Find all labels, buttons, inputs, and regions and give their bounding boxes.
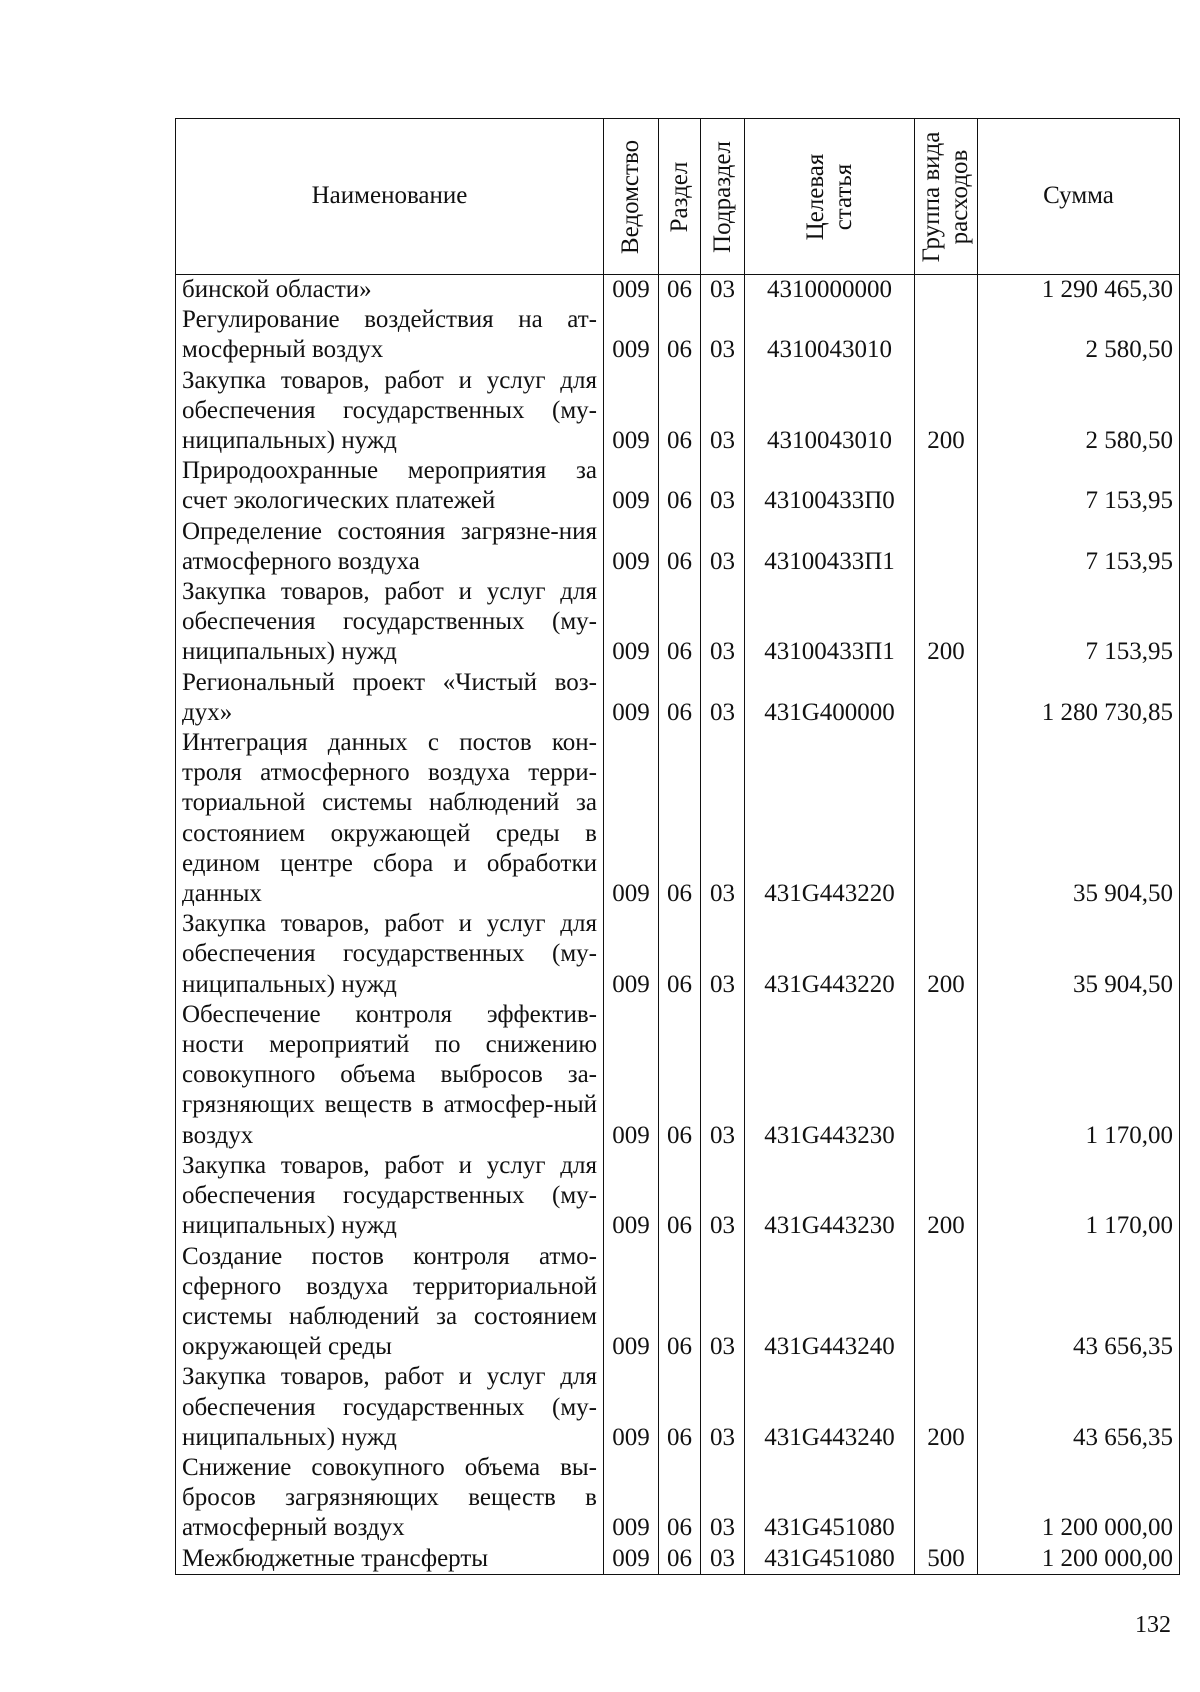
cell-section: 06: [659, 456, 701, 516]
cell-dept: 009: [604, 305, 659, 365]
header-subsection: Подраздел: [701, 119, 745, 275]
cell-target: 4310043010: [745, 305, 915, 365]
table-row: [176, 1453, 1180, 1544]
cell-subsection: 03: [701, 366, 745, 457]
table-row: [176, 1151, 1180, 1242]
cell-name: бинской области»: [176, 275, 604, 306]
cell-group: [915, 456, 978, 516]
cell-dept: 009: [604, 275, 659, 306]
header-sum: Сумма: [978, 119, 1180, 275]
cell-section: 06: [659, 1000, 701, 1151]
table-row: [176, 1362, 1180, 1453]
cell-target: 431G443240: [745, 1362, 915, 1453]
cell-dept: 009: [604, 366, 659, 457]
cell-sum: 1 170,00: [978, 1151, 1180, 1242]
cell-dept: 009: [604, 909, 659, 1000]
cell-sum: 43 656,35: [978, 1242, 1180, 1363]
cell-name: Регулирование воздействия на ат-мосферный воздух: [176, 305, 604, 365]
cell-subsection: 03: [701, 668, 745, 728]
cell-sum: 35 904,50: [978, 728, 1180, 909]
cell-sum: 7 153,95: [978, 577, 1180, 668]
cell-sum: 35 904,50: [978, 909, 1180, 1000]
cell-target: 431G443220: [745, 728, 915, 909]
cell-name: Закупка товаров, работ и услуг для обеспечения государственных (му-ниципальных) нужд: [176, 909, 604, 1000]
header-group: [915, 119, 978, 275]
table-row: [176, 456, 1180, 516]
cell-subsection: 03: [701, 305, 745, 365]
cell-name: Обеспечение контроля эффектив-ности мероприятий по снижению совокупного объема выбросов за-грязняющих веществ в атмосфер-ный воздух: [176, 1000, 604, 1151]
cell-target: 43100433П1: [745, 577, 915, 668]
cell-target: 43100433П0: [745, 456, 915, 516]
cell-section: 06: [659, 366, 701, 457]
header-target-l1: Целевая: [801, 153, 829, 240]
cell-section: 06: [659, 1453, 701, 1544]
cell-sum: 43 656,35: [978, 1362, 1180, 1453]
cell-dept: 009: [604, 1453, 659, 1544]
cell-section: 06: [659, 1242, 701, 1363]
header-group-l1: Группа вида: [918, 131, 945, 262]
cell-group: [915, 275, 978, 306]
cell-target: 431G443230: [745, 1000, 915, 1151]
cell-target: 431G451080: [745, 1544, 915, 1575]
table-row: [176, 1000, 1180, 1151]
cell-dept: 009: [604, 577, 659, 668]
cell-name: Интеграция данных с постов кон-троля атмосферного воздуха терри-ториальной системы наблюдений за состоянием окружающей среды в едином центре сбора и обработки данных: [176, 728, 604, 909]
cell-subsection: 03: [701, 1453, 745, 1544]
cell-group: 200: [915, 1151, 978, 1242]
cell-section: 06: [659, 909, 701, 1000]
cell-section: 06: [659, 305, 701, 365]
cell-dept: 009: [604, 1000, 659, 1151]
cell-subsection: 03: [701, 1544, 745, 1575]
budget-table-page: [175, 118, 1179, 1575]
cell-name: Создание постов контроля атмо-сферного воздуха территориальной системы наблюдений за состоянием окружающей среды: [176, 1242, 604, 1363]
header-dept: Ведомство: [604, 119, 659, 275]
header-target: [745, 119, 915, 275]
table-row: [176, 577, 1180, 668]
header-group-l2: расходов: [946, 149, 973, 244]
cell-sum: 1 200 000,00: [978, 1544, 1180, 1575]
cell-group: [915, 1000, 978, 1151]
table-row: [176, 728, 1180, 909]
table-header-row: [176, 119, 1180, 275]
cell-subsection: 03: [701, 275, 745, 306]
cell-section: 06: [659, 517, 701, 577]
cell-sum: 7 153,95: [978, 517, 1180, 577]
cell-sum: 1 290 465,30: [978, 275, 1180, 306]
cell-target: 431G443240: [745, 1242, 915, 1363]
table-row: [176, 668, 1180, 728]
cell-group: 200: [915, 366, 978, 457]
cell-group: 200: [915, 577, 978, 668]
cell-target: 431G443220: [745, 909, 915, 1000]
cell-target: 4310000000: [745, 275, 915, 306]
table-body: [176, 275, 1180, 1575]
cell-name: Закупка товаров, работ и услуг для обеспечения государственных (му-ниципальных) нужд: [176, 1362, 604, 1453]
cell-sum: 1 280 730,85: [978, 668, 1180, 728]
cell-subsection: 03: [701, 517, 745, 577]
cell-subsection: 03: [701, 1362, 745, 1453]
cell-target: 431G451080: [745, 1453, 915, 1544]
cell-section: 06: [659, 1544, 701, 1575]
cell-name: Закупка товаров, работ и услуг для обеспечения государственных (му-ниципальных) нужд: [176, 1151, 604, 1242]
cell-dept: 009: [604, 1151, 659, 1242]
cell-sum: 2 580,50: [978, 305, 1180, 365]
cell-sum: 7 153,95: [978, 456, 1180, 516]
table-row: [176, 275, 1180, 306]
cell-subsection: 03: [701, 1151, 745, 1242]
cell-subsection: 03: [701, 456, 745, 516]
cell-name: Закупка товаров, работ и услуг для обеспечения государственных (му-ниципальных) нужд: [176, 577, 604, 668]
cell-group: [915, 517, 978, 577]
cell-subsection: 03: [701, 577, 745, 668]
cell-section: 06: [659, 1362, 701, 1453]
cell-sum: 1 170,00: [978, 1000, 1180, 1151]
table-row: [176, 517, 1180, 577]
cell-section: 06: [659, 1151, 701, 1242]
cell-dept: 009: [604, 668, 659, 728]
cell-subsection: 03: [701, 909, 745, 1000]
cell-subsection: 03: [701, 1242, 745, 1363]
cell-target: 4310043010: [745, 366, 915, 457]
cell-name: Межбюджетные трансферты: [176, 1544, 604, 1575]
cell-section: 06: [659, 728, 701, 909]
cell-target: 431G443230: [745, 1151, 915, 1242]
cell-dept: 009: [604, 1242, 659, 1363]
budget-table: [175, 118, 1180, 1575]
table-row: [176, 366, 1180, 457]
page-number: 132: [1135, 1612, 1171, 1638]
cell-group: 200: [915, 909, 978, 1000]
cell-name: Региональный проект «Чистый воз-дух»: [176, 668, 604, 728]
cell-section: 06: [659, 668, 701, 728]
cell-group: [915, 728, 978, 909]
cell-group: [915, 1453, 978, 1544]
cell-name: Снижение совокупного объема вы-бросов загрязняющих веществ в атмосферный воздух: [176, 1453, 604, 1544]
cell-sum: 2 580,50: [978, 366, 1180, 457]
cell-subsection: 03: [701, 728, 745, 909]
cell-section: 06: [659, 577, 701, 668]
header-section: Раздел: [659, 119, 701, 275]
cell-target: 431G400000: [745, 668, 915, 728]
header-name: Наименование: [176, 119, 604, 275]
cell-sum: 1 200 000,00: [978, 1453, 1180, 1544]
cell-name: Определение состояния загрязне-ния атмосферного воздуха: [176, 517, 604, 577]
cell-group: 500: [915, 1544, 978, 1575]
header-target-l2: статья: [829, 163, 857, 230]
cell-name: Закупка товаров, работ и услуг для обеспечения государственных (му-ниципальных) нужд: [176, 366, 604, 457]
cell-group: [915, 1242, 978, 1363]
table-row: [176, 909, 1180, 1000]
cell-name: Природоохранные мероприятия за счет экологических платежей: [176, 456, 604, 516]
cell-group: [915, 668, 978, 728]
cell-subsection: 03: [701, 1000, 745, 1151]
cell-dept: 009: [604, 1362, 659, 1453]
cell-dept: 009: [604, 456, 659, 516]
cell-dept: 009: [604, 517, 659, 577]
cell-group: 200: [915, 1362, 978, 1453]
cell-section: 06: [659, 275, 701, 306]
table-row: [176, 305, 1180, 365]
cell-target: 43100433П1: [745, 517, 915, 577]
cell-dept: 009: [604, 1544, 659, 1575]
cell-dept: 009: [604, 728, 659, 909]
table-row: [176, 1544, 1180, 1575]
table-row: [176, 1242, 1180, 1363]
cell-group: [915, 305, 978, 365]
